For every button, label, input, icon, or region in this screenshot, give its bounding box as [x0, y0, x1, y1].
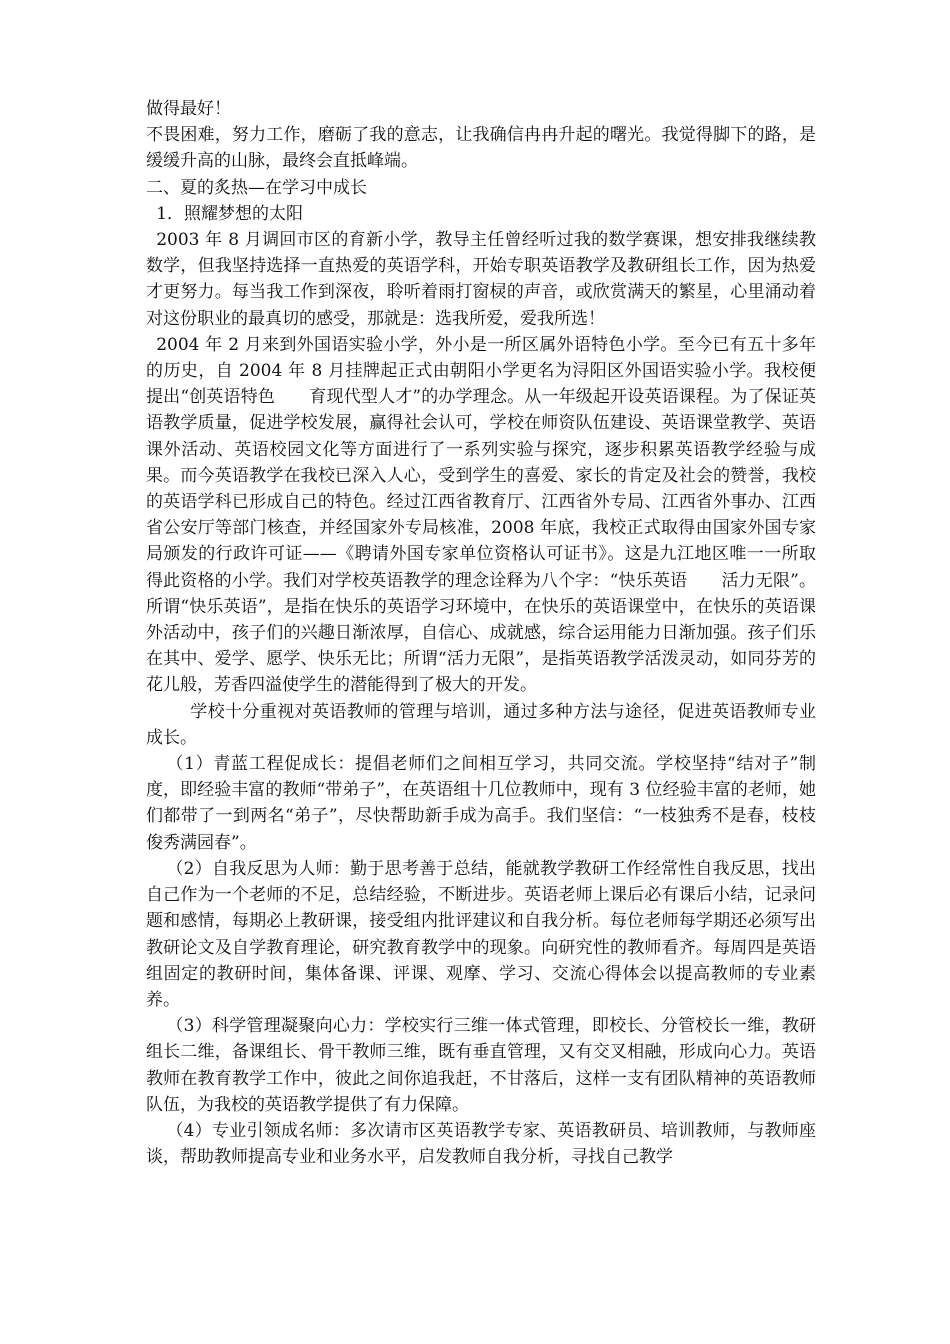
paragraph-2003: 2003 年 8 月调回市区的育新小学，教导主任曾经听过我的数学赛课，想安排我继续教数学，但我坚持选择一直热爱的英语学科，开始专职英语教学及教研组长工作，因为热爱才更努力。每当我工作到深夜，聆听着雨打窗棂的声音，或欣赏满天的繁星，心里涌动着对这份职业的最真切的感受，那就是：选我所爱，爱我所选！: [146, 230, 816, 329]
paragraph-item-1: （1）青蓝工程促成长：提倡老师们之间相互学习，共同交流。学校坚持“结对子”制度，即经验丰富的教师“带弟子”，在英语组十几位教师中，现有 3 位经验丰富的老师，她们都带了一到两名“弟子”，尽快帮助新手成为高手。我们坚信：“一枝独秀不是春，枝枝俊秀满园春”。: [146, 754, 816, 853]
paragraph-item-2: （2）自我反思为人师：勤于思考善于总结，能就教学教研工作经常性自我反思，找出自己作为一个老师的不足，总结经验，不断进步。英语老师上课后必有课后小结，记录问题和感情，每期必上教研课，接受组内批评建议和自我分析。每位老师每学期还必须写出教研论文及自学教育理论，研究教育教学中的现象。向研究性的教师看齐。每周四是英语组固定的教研时间，集体备课、评课、观摩、学习、交流心得体会以提高教师的专业素养。: [146, 858, 816, 1010]
paragraph-perseverance: 不畏困难，努力工作，磨砺了我的意志，让我确信冉冉升起的曙光。我觉得脚下的路，是缓缓升高的山脉，最终会直抵峰端。: [146, 125, 816, 172]
paragraph-teacher-training: 学校十分重视对英语教师的管理与培训，通过多种方法与途径，促进英语教师专业成长。: [146, 701, 816, 748]
subsection-heading-sun: 1．照耀梦想的太阳: [156, 203, 304, 224]
paragraph-closing-line: 做得最好！: [146, 99, 231, 119]
section-heading-summer: 二、夏的炙热—在学习中成长: [146, 177, 367, 198]
paragraph-item-3: （3）科学管理凝聚向心力：学校实行三维一体式管理，即校长、分管校长一维，教研组长二维，备课组长、骨干教师三维，既有垂直管理，又有交叉相融，形成向心力。英语教师在教育教学工作中，彼此之间你追我赶，不甘落后，这样一支有团队精神的英语教师队伍，为我校的英语教学提供了有力保障。: [146, 1016, 816, 1115]
paragraph-item-4: （4）专业引领成名师：多次请市区英语教学专家、英语教研员、培训教师，与教师座谈，帮助教师提高专业和业务水平，启发教师自我分析，寻找自己教学: [146, 1120, 816, 1168]
paragraph-2004: 2004 年 2 月来到外国语实验小学，外小是一所区属外语特色小学。至今已有五十多年的历史，自 2004 年 8 月挂牌起正式由朝阳小学更名为浔阳区外国语实验小学。我校便提出“创英语特色 育现代型人才”的办学理念。从一年级起开设英语课程。为了保证英语教学质量，促进学校发展，赢得社会认可，学校在师资队伍建设、英语课堂教学、英语课外活动、英语校园文化等方面进行了一系列实验与探究，逐步积累英语教学经验与成果。而今英语教学在我校已深入人心，受到学生的喜爱、家长的肯定及社会的赞誉，我校的英语学科已形成自己的特色。经过江西省教育厅、江西省外专局、江西省外事办、江西省公安厅等部门核查，并经国家外专局核准，2008 年底，我校正式取得由国家外国专家局颁发的行政许可证——《聘请外国专家单位资格认可证书》。这是九江地区唯一一所取得此资格的小学。我们对学校英语教学的理念诠释为八个字：“快乐英语 活力无限”。所谓“快乐英语”，是指在快乐的英语学习环境中，在快乐的英语课堂中，在快乐的英语课外活动中，孩子们的兴趣日渐浓厚，自信心、成就感，综合运用能力日渐加强。孩子们乐在其中、爱学、愿学、快乐无比；所谓“活力无限”，是指英语教学活泼灵动，如同芬芳的花儿般，芳香四溢使学生的潜能得到了极大的开发。: [146, 334, 816, 696]
document-body: [146, 96, 816, 1170]
